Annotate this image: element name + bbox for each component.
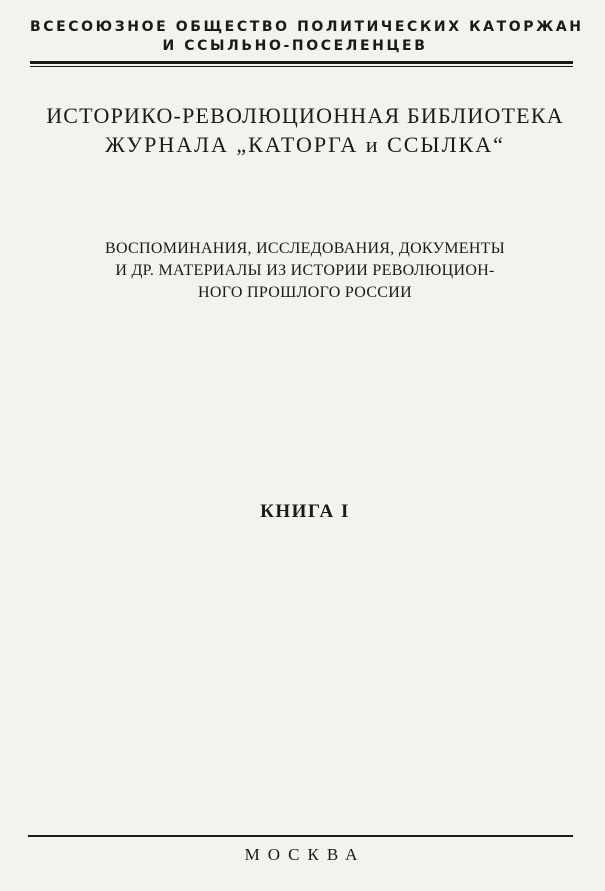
book-number: КНИГА I (260, 501, 350, 522)
series-title-line-1: ИСТОРИКО-РЕВОЛЮЦИОННАЯ БИБЛИОТЕКА (46, 103, 564, 128)
contents-line-3: НОГО ПРОШЛОГО РОССИИ (198, 284, 412, 301)
imprint-city: МОСКВА (244, 845, 366, 864)
contents-description (60, 238, 550, 304)
series-title-line-2: ЖУРНАЛА „КАТОРГА и ССЫЛКА“ (105, 132, 505, 157)
top-double-rule (30, 61, 573, 67)
series-title (30, 101, 580, 159)
publisher-line-1: ВСЕСОЮЗНОЕ ОБЩЕСТВО ПОЛИТИЧЕСКИХ КАТОРЖАН (30, 19, 584, 35)
contents-line-2: И ДР. МАТЕРИАЛЫ ИЗ ИСТОРИИ РЕВОЛЮЦИОН- (115, 262, 495, 279)
contents-line-1: ВОСПОМИНАНИЯ, ИССЛЕДОВАНИЯ, ДОКУМЕНТЫ (105, 240, 505, 257)
bottom-rule (28, 835, 573, 837)
publisher-heading (30, 18, 584, 56)
publisher-line-2: И ССЫЛЬНО-ПОСЕЛЕНЦЕВ (162, 38, 428, 54)
